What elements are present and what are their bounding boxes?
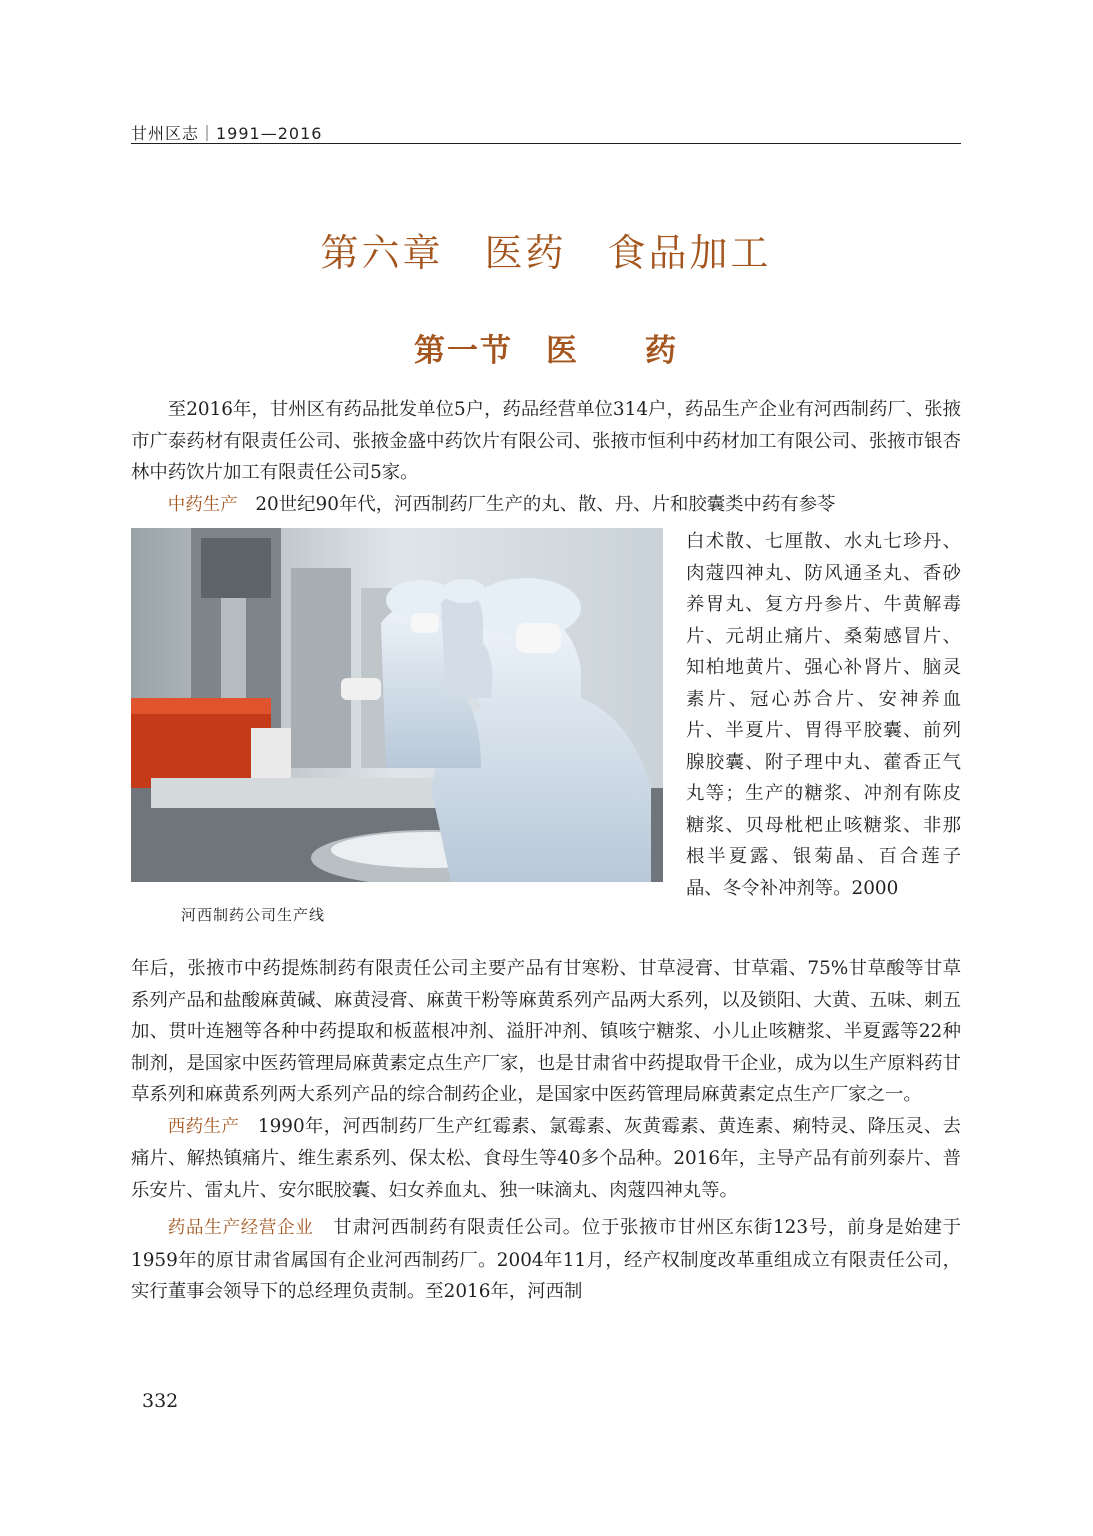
enterprise-term: 药品生产经营企业 <box>167 1218 314 1238</box>
page-number: 332 <box>142 1390 179 1412</box>
intro-paragraph: 至2016年，甘州区有药品批发单位5户，药品经营单位314户，药品生产企业有河西制药厂、张掖市广泰药材有限责任公司、张掖金盛中药饮片有限公司、张掖市恒利中药材加工有限公司、张掖市银杏林中药饮片加工有限责任公司5家。 <box>131 399 961 483</box>
western-term: 西药生产 <box>167 1116 240 1137</box>
production-line-photo <box>131 528 663 882</box>
header-rule <box>131 143 961 144</box>
enterprise-paragraph <box>131 1212 961 1308</box>
western-paragraph <box>131 1111 961 1207</box>
running-header: 甘州区志｜1991—2016 <box>131 124 323 143</box>
tcm-line1: 20世纪90年代，河西制药厂生产的丸、散、丹、片和胶囊类中药有参苓 <box>255 493 836 515</box>
tcm-continued: 年后，张掖市中药提炼制药有限责任公司主要产品有甘寒粉、甘草浸膏、甘草霜、75%甘草酸等甘草系列产品和盐酸麻黄碱、麻黄浸膏、麻黄干粉等麻黄系列产品两大系列，以及锁阳、大黄、五味、刺五加、贯叶连翘等各种中药提取和板蓝根冲剂、溢肝冲剂、镇咳宁糖浆、小儿止咳糖浆、半夏露等22种制剂，是国家中医药管理局麻黄素定点生产厂家，也是甘肃省中药提取骨干企业，成为以生产原料药甘草系列和麻黄系列两大系列产品的综合制药企业，是国家中医药管理局麻黄素定点生产厂家之一。 <box>131 958 961 1105</box>
photo-caption: 河西制药公司生产线 <box>181 906 326 924</box>
section-title: 第一节 医 药 <box>414 333 678 369</box>
tcm-side-column: 白术散、七厘散、水丸七珍丹、肉蔻四神丸、防风通圣丸、香砂养胃丸、复方丹参片、牛黄解毒片、元胡止痛片、桑菊感冒片、知柏地黄片、强心补肾片、脑灵素片、冠心苏合片、安神养血片、半夏片、胃得平胶囊、前列腺胶囊、附子理中丸、藿香正气丸等；生产的糖浆、冲剂有陈皮糖浆、贝母枇杷止咳糖浆、非那根半夏露、银菊晶、百合莲子晶、冬令补冲剂等。2000 <box>686 531 961 899</box>
western-text: 1990年，河西制药厂生产红霉素、氯霉素、灰黄霉素、黄连素、痢特灵、降压灵、去痛片、解热镇痛片、维生素系列、保太松、食母生等40多个品种。2016年，主导产品有前列泰片、普乐安片、雷丸片、安尔眠胶囊、妇女养血丸、独一味滴丸、肉蔻四神丸等。 <box>131 1115 961 1201</box>
intro-block <box>131 394 961 521</box>
enterprise-text: 甘肃河西制药有限责任公司。位于张掖市甘州区东街123号，前身是始建于1959年的原甘肃省属国有企业河西制药厂。2004年11月，经产权制度改革重组成立有限责任公司，实行董事会领导下的总经理负责制。至2016年，河西制 <box>131 1217 962 1302</box>
production-line-illustration <box>131 528 663 882</box>
main-body <box>131 953 961 1308</box>
chapter-title: 第六章 医药 食品加工 <box>320 231 772 275</box>
tcm-first-line <box>131 489 961 522</box>
tcm-term: 中药生产 <box>167 494 238 515</box>
